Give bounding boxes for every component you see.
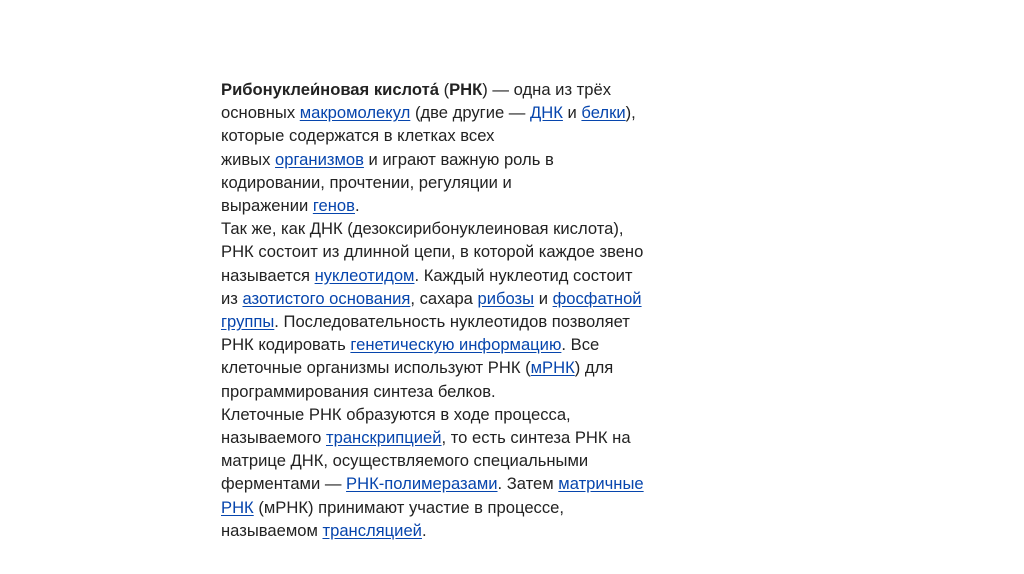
text-line (221, 496, 741, 519)
link-messenger[interactable]: матричные (558, 474, 644, 494)
text-segment: и (562, 103, 582, 123)
link-genetic-information[interactable]: генетическую информацию (350, 335, 562, 355)
text-segment: . Последовательность нуклеотидов позволяет (274, 312, 630, 332)
text-segment: кодировании, прочтении, регуляции и (221, 172, 512, 192)
link-mrna[interactable]: мРНК (530, 358, 575, 378)
text-segment: клеточные организмы используют РНК ( (221, 358, 531, 378)
text-segment: (две другие — (410, 103, 531, 123)
text-segment: ), (625, 103, 636, 123)
text-line (221, 148, 741, 171)
text-line (221, 264, 741, 287)
text-segment: называемом (221, 520, 323, 540)
text-segment: Клеточные РНК образуются в ходе процесса, (221, 404, 571, 424)
text-segment: Так же, как ДНК (дезоксирибонуклеиновая кислота), (221, 219, 624, 239)
text-segment: ) для (574, 358, 614, 378)
rna-article-text (221, 78, 741, 542)
link-macromolecules[interactable]: макромолекул (299, 103, 411, 123)
bold-term: Рибонуклеи́новая кислота́ (221, 80, 439, 99)
link-nucleotide[interactable]: нуклеотидом (314, 265, 415, 285)
text-segment: ферментами — (221, 474, 347, 494)
text-segment: . Все (561, 335, 600, 355)
bold-term: РНК (449, 80, 483, 99)
text-line (221, 472, 741, 495)
link-phosphate-group-cont[interactable]: группы (221, 312, 275, 332)
text-segment: называемого (221, 428, 326, 448)
text-segment: . (354, 196, 360, 216)
text-segment: из (221, 288, 243, 308)
link-phosphate-group[interactable]: фосфатной (552, 288, 642, 308)
text-segment: , то есть синтеза РНК на (441, 428, 631, 448)
link-rna-polymerases[interactable]: РНК-полимеразами (346, 474, 498, 494)
text-segment: и (534, 288, 553, 308)
text-line (221, 403, 741, 426)
text-segment: называется (221, 265, 315, 285)
text-line (221, 310, 741, 333)
link-dna[interactable]: ДНК (530, 103, 563, 123)
text-segment: выражении (221, 196, 313, 216)
text-segment: ) — одна из трёх (482, 80, 612, 99)
link-transcription[interactable]: транскрипцией (326, 428, 442, 448)
link-nitrogenous-base[interactable]: азотистого основания (242, 288, 411, 308)
text-segment: РНК состоит из длинной цепи, в которой каждое звено (221, 242, 644, 262)
text-line (221, 449, 741, 472)
text-segment: живых (221, 149, 276, 169)
text-segment: программирования синтеза белков. (221, 381, 496, 401)
text-line (221, 333, 741, 356)
text-line (221, 356, 741, 379)
text-segment: которые содержатся в клетках всех (221, 126, 495, 146)
text-line (221, 78, 741, 101)
link-translation[interactable]: трансляцией (322, 520, 422, 540)
text-line (221, 287, 741, 310)
text-segment: . Затем (497, 474, 559, 494)
text-line (221, 194, 741, 217)
text-segment: . (421, 520, 427, 540)
text-line (221, 101, 741, 124)
text-segment: , сахара (410, 288, 478, 308)
text-segment: основных (221, 103, 300, 123)
text-segment: РНК кодировать (221, 335, 351, 355)
text-line (221, 124, 741, 147)
link-ribose[interactable]: рибозы (477, 288, 535, 308)
link-genes[interactable]: генов (312, 196, 355, 216)
text-line (221, 380, 741, 403)
text-segment: ( (438, 80, 450, 99)
link-organisms[interactable]: организмов (275, 149, 364, 169)
text-line (221, 171, 741, 194)
text-line (221, 519, 741, 542)
text-segment: матрице ДНК, осуществляемого специальными (221, 451, 589, 471)
text-segment: и играют важную роль в (363, 149, 554, 169)
text-line (221, 426, 741, 449)
text-line (221, 240, 741, 263)
text-line (221, 217, 741, 240)
link-proteins[interactable]: белки (581, 103, 626, 123)
link-messenger-rna[interactable]: РНК (221, 497, 254, 517)
text-segment: . Каждый нуклеотид состоит (414, 265, 633, 285)
text-segment: (мРНК) принимают участие в процессе, (253, 497, 564, 517)
